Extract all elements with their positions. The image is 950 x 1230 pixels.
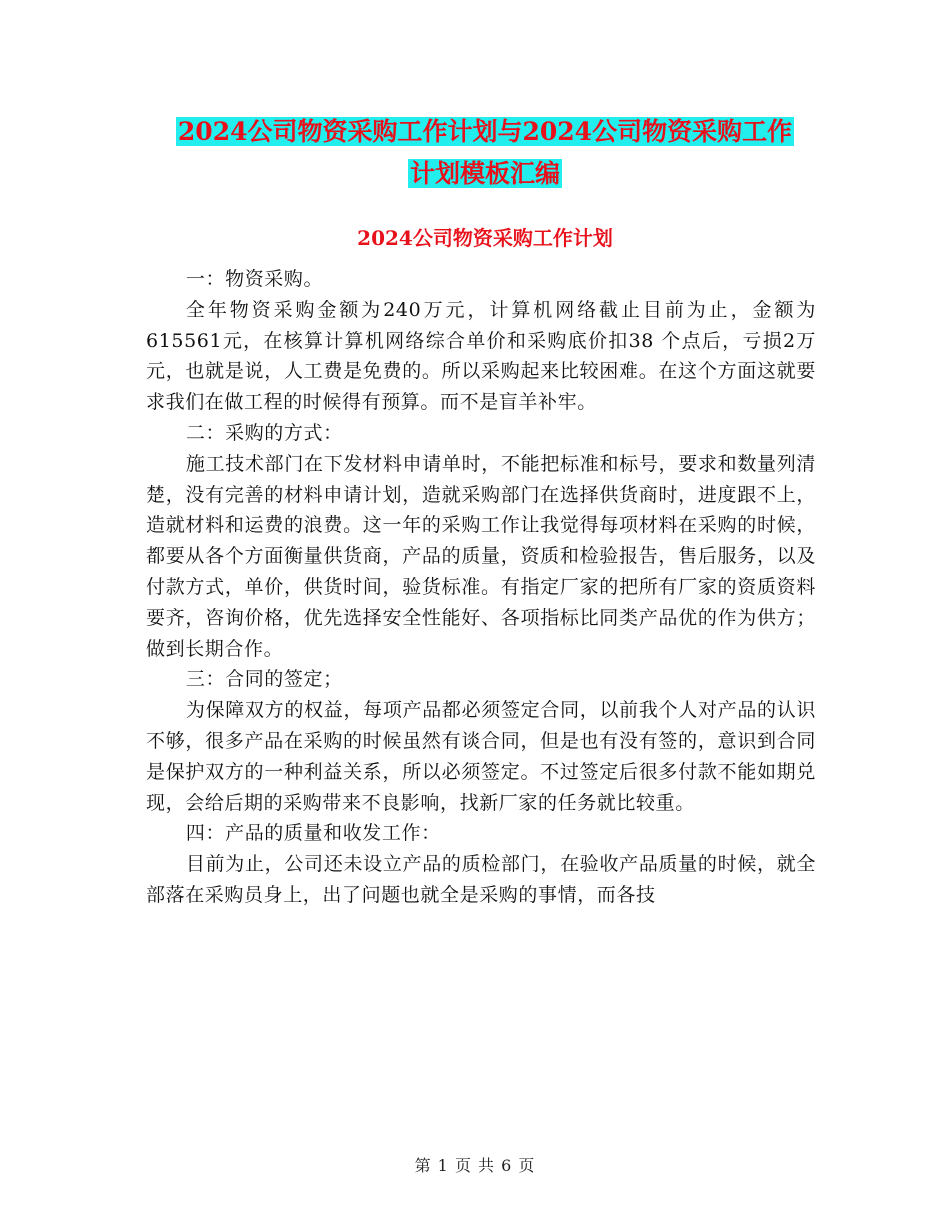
heading-purchase-method: 二：采购的方式： xyxy=(185,421,343,444)
document-title-line-1 xyxy=(140,111,830,153)
heading-product-quality: 四：产品的质量和收发工作： xyxy=(185,822,441,845)
page-footer: 第 1 页 共 6 页 xyxy=(414,1156,536,1175)
document-title-text-2: 计划模板汇编 xyxy=(409,159,560,188)
heading-material-purchase: 一：物资采购。 xyxy=(185,268,324,290)
paragraph-contract-signing: 为保障双方的权益，每项产品都必须签定合同，以前我个人对产品的认识不够，很多产品在采购的时候虽然有谈合同，但是也有没有签的，意识到合同是保护双方的一种利益关系，所以必须签定。不过签定后很多付款不能如期兑现，会给后期的采购带来不良影响，找新厂家的任务就比较重。 xyxy=(146,699,816,814)
document-title-text-1: 2024公司物资采购工作计划与2024公司物资采购工作 xyxy=(177,117,793,146)
paragraph-purchase-method: 施工技术部门在下发材料申请单时，不能把标准和标号，要求和数量列清楚，没有完善的材料申请计划，造就采购部门在选择供货商时，进度跟不上，造就材料和运费的浪费。这一年的采购工作让我觉得每项材料在采购的时候，都要从各个方面衡量供货商，产品的质量，资质和检验报告，售后服务，以及付款方式，单价，供货时间，验货标准。有指定厂家的把所有厂家的资质资料要齐，咨询价格，优先选择安全性能好、各项指标比同类产品优的作为供方；做到长期合作。 xyxy=(146,452,816,660)
document-title-line-2 xyxy=(140,153,830,195)
document-body xyxy=(146,264,816,911)
section-title: 2024公司物资采购工作计划 xyxy=(357,226,613,250)
paragraph-purchase-amount: 全年物资采购金额为240万元，计算机网络截止目前为止，金额为615561元，在核算计算机网络综合单价和采购底价扣38 个点后，亏损2万元，也就是说，人工费是免费的。所以采购起来比较困难。在这个方面这就要求我们在做工程的时候得有预算。而不是盲羊补牢。 xyxy=(146,298,816,414)
heading-contract-signing: 三：合同的签定； xyxy=(185,668,343,691)
paragraph-product-quality: 目前为止，公司还未设立产品的质检部门，在验收产品质量的时候，就全部落在采购员身上，出了问题也就全是采购的事情，而各技 xyxy=(146,853,816,906)
